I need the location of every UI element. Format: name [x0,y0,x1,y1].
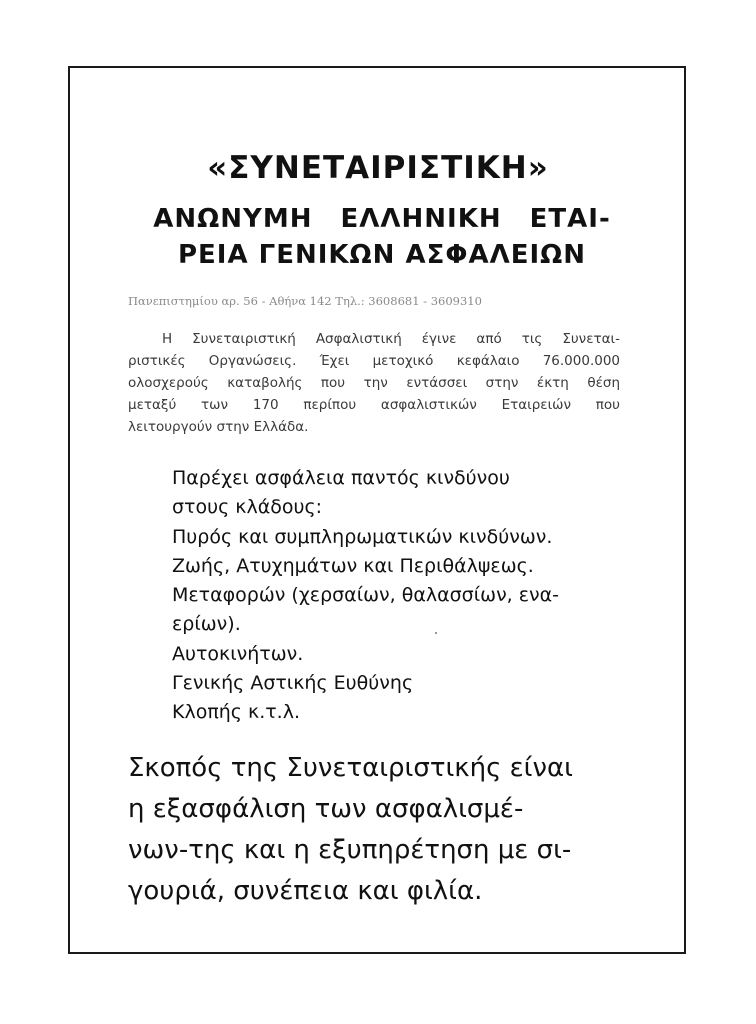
print-speck [435,632,437,634]
closing-line: Σκοπός της Συνεταιριστικής είναι [128,753,573,783]
services-line: στους κλάδους: [172,496,323,519]
company-title: «ΣΥΝΕΤΑΙΡΙΣΤΙΚΗ» [207,150,549,186]
closing-line: η εξασφάλιση των ασφαλισμέ- [128,794,524,824]
services-line: Παρέχει ασφάλεια παντός κινδύνου [172,467,510,489]
services-line: Μεταφορών (χερσαίων, θαλασσίων, ενα- [172,584,560,607]
intro-line: ριστικές Οργανώσεις. Έχει μετοχικό κεφάλαιο 76.000.000 [128,353,620,369]
services-line: ερίων). [172,613,241,636]
services-line: Ζωής, Ατυχημάτων και Περιθάλψεως. [172,554,534,577]
intro-line: λειτουργούν στην Ελλάδα. [128,419,309,435]
intro-line: Η Συνεταιριστική Ασφαλιστική έγινε από τις Συνεται- [162,331,620,347]
services-line: Αυτοκινήτων. [172,642,304,665]
intro-paragraph [128,328,620,438]
intro-line: μεταξύ των 170 περίπου ασφαλιστικών Εταιρειών που [128,397,620,413]
services-line: Γενικής Αστικής Ευθύνης [172,672,414,695]
closing-line: νων-της και η εξυπηρέτηση με σι- [128,835,572,865]
insurance-services-list [172,464,642,728]
company-address: Πανεπιστημίου αρ. 56 - Αθήνα 142 Τηλ.: 3608681 - 3609310 [128,294,482,308]
company-subtitle-line-2: ΡΕΙΑ ΓΕΝΙΚΩΝ ΑΣΦΑΛΕΙΩΝ [177,240,586,270]
intro-line: ολοσχερούς καταβολής που την εντάσσει στην έκτη θέση [128,375,620,391]
closing-statement [128,748,628,912]
company-subtitle-line-1: ΑΝΩΝΥΜΗ ΕΛΛΗΝΙΚΗ ΕΤΑΙ- [153,204,611,234]
services-line: Κλοπής κ.τ.λ. [172,701,300,724]
closing-line: γουριά, συνέπεια και φιλία. [128,876,483,906]
services-line: Πυρός και συμπληρωματικών κινδύνων. [172,525,553,548]
